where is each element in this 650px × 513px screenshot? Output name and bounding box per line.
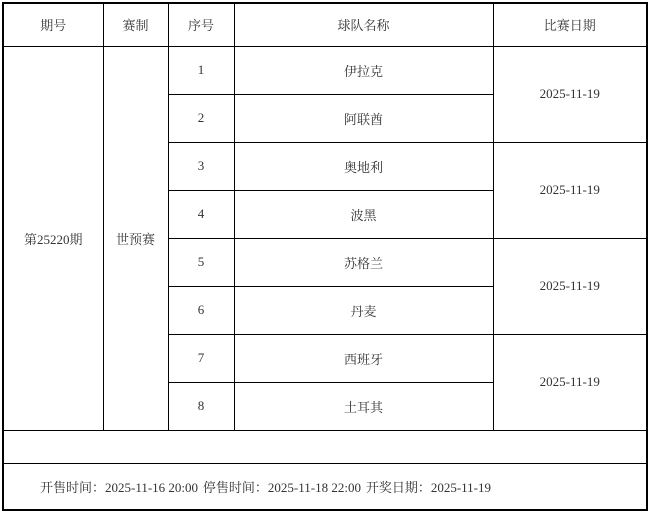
- period-cell: 第25220期: [3, 46, 103, 430]
- serial-cell: 4: [168, 190, 234, 238]
- team-cell: 苏格兰: [234, 238, 493, 286]
- column-header-period: 期号: [3, 3, 103, 46]
- team-cell: 奥地利: [234, 142, 493, 190]
- sale-times-row: [3, 463, 647, 510]
- column-header-no: 序号: [168, 3, 234, 46]
- team-cell: 土耳其: [234, 382, 493, 430]
- serial-cell: 5: [168, 238, 234, 286]
- table-row: [3, 46, 647, 94]
- sale-times-cell: [3, 463, 647, 510]
- column-header-date: 比赛日期: [493, 3, 647, 46]
- serial-cell: 8: [168, 382, 234, 430]
- match-date-cell: 2025-11-19: [493, 142, 647, 238]
- serial-cell: 7: [168, 334, 234, 382]
- column-header-format: 赛制: [103, 3, 168, 46]
- spacer-cell: [3, 430, 647, 463]
- sale-stop-time: 停售时间：2025-11-18 22:00: [202, 479, 361, 495]
- team-cell: 波黑: [234, 190, 493, 238]
- team-cell: 西班牙: [234, 334, 493, 382]
- team-cell: 阿联酋: [234, 94, 493, 142]
- team-cell: 伊拉克: [234, 46, 493, 94]
- spacer-row: [3, 430, 647, 463]
- column-header-team: 球队名称: [234, 3, 493, 46]
- match-date-cell: 2025-11-19: [493, 46, 647, 142]
- table-header-row: [3, 3, 647, 46]
- serial-cell: 1: [168, 46, 234, 94]
- sale-start-time: 开售时间：2025-11-16 20:00: [40, 479, 199, 495]
- format-cell: 世预赛: [103, 46, 168, 430]
- match-date-cell: 2025-11-19: [493, 334, 647, 430]
- serial-cell: 3: [168, 142, 234, 190]
- serial-cell: 6: [168, 286, 234, 334]
- draw-date: 开奖日期：2025-11-19: [365, 479, 491, 495]
- lottery-schedule-sheet: [2, 2, 646, 509]
- team-cell: 丹麦: [234, 286, 493, 334]
- serial-cell: 2: [168, 94, 234, 142]
- match-schedule-table: [2, 2, 648, 511]
- match-date-cell: 2025-11-19: [493, 238, 647, 334]
